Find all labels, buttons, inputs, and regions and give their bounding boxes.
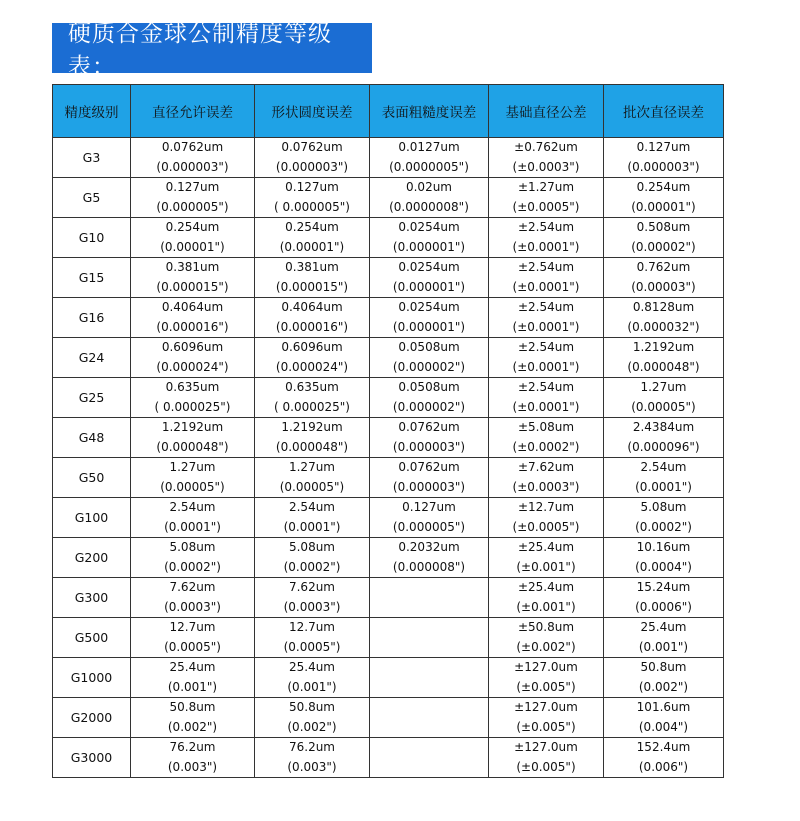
imperial-value: (±0.0003") <box>512 159 580 174</box>
imperial-value: (0.0002") <box>283 559 341 574</box>
roundness-error-cell <box>255 338 370 378</box>
metric-value: 1.2192um <box>632 340 695 354</box>
imperial-value: (±0.0003") <box>512 479 580 494</box>
metric-value: 0.254um <box>285 220 339 234</box>
roundness-error-cell <box>255 258 370 298</box>
table-row <box>53 658 724 698</box>
imperial-value: (0.003") <box>167 759 218 774</box>
grade-cell: G5 <box>53 178 131 218</box>
metric-value: ±127.0um <box>514 740 578 754</box>
metric-value: 0.6096um <box>161 340 224 354</box>
imperial-value: (0.00005") <box>160 479 225 494</box>
basic-diameter-tolerance-cell <box>489 738 604 778</box>
surface-roughness-cell <box>370 458 489 498</box>
diameter-tolerance-cell <box>131 298 255 338</box>
basic-diameter-tolerance-cell <box>489 178 604 218</box>
imperial-value: (0.0001") <box>635 479 692 494</box>
roundness-error-cell <box>255 578 370 618</box>
imperial-value: (±0.005") <box>516 719 576 734</box>
metric-value: 0.127um <box>285 180 339 194</box>
lot-diameter-variation-cell <box>604 218 724 258</box>
imperial-value: (0.000024") <box>156 359 229 374</box>
diameter-tolerance-cell <box>131 258 255 298</box>
imperial-value: (±0.0001") <box>512 359 580 374</box>
surface-roughness-cell <box>370 258 489 298</box>
lot-diameter-variation-cell <box>604 658 724 698</box>
roundness-error-cell <box>255 538 370 578</box>
diameter-tolerance-cell <box>131 378 255 418</box>
table-row <box>53 538 724 578</box>
roundness-error-cell <box>255 698 370 738</box>
table-row <box>53 698 724 738</box>
imperial-value: (0.0000008") <box>389 199 469 214</box>
metric-value: ±25.4um <box>517 540 575 554</box>
lot-diameter-variation-cell <box>604 538 724 578</box>
imperial-value: (0.000008") <box>392 559 466 574</box>
imperial-value: (0.0005") <box>283 639 341 654</box>
grade-cell: G3000 <box>53 738 131 778</box>
imperial-value: (0.00001") <box>160 239 225 254</box>
metric-value: 0.381um <box>285 260 339 274</box>
table-row <box>53 578 724 618</box>
metric-value: 50.8um <box>169 700 216 714</box>
imperial-value: (0.002") <box>167 719 218 734</box>
metric-value: 12.7um <box>288 620 335 634</box>
grade-cell: G500 <box>53 618 131 658</box>
imperial-value: (±0.002") <box>516 639 576 654</box>
metric-value: 2.54um <box>640 460 687 474</box>
metric-value: ±25.4um <box>517 580 575 594</box>
metric-value: 0.0254um <box>398 260 460 274</box>
imperial-value: (0.000003") <box>156 159 229 174</box>
metric-value: 2.4384um <box>632 420 695 434</box>
metric-value: 152.4um <box>636 740 691 754</box>
metric-value: 1.27um <box>640 380 687 394</box>
table-row <box>53 738 724 778</box>
metric-value: 1.2192um <box>281 420 343 434</box>
grade-cell: G24 <box>53 338 131 378</box>
surface-roughness-cell <box>370 578 489 618</box>
imperial-value: (±0.001") <box>516 599 576 614</box>
metric-value: 25.4um <box>169 660 216 674</box>
table-row <box>53 258 724 298</box>
imperial-value: (0.001") <box>167 679 218 694</box>
metric-value: 25.4um <box>640 620 687 634</box>
imperial-value: (0.000003") <box>392 479 466 494</box>
basic-diameter-tolerance-cell <box>489 458 604 498</box>
basic-diameter-tolerance-cell <box>489 138 604 178</box>
imperial-value: (0.0001") <box>164 519 221 534</box>
diameter-tolerance-cell <box>131 538 255 578</box>
imperial-value: (0.0004") <box>635 559 692 574</box>
metric-value: ±2.54um <box>517 300 575 314</box>
diameter-tolerance-cell <box>131 418 255 458</box>
metric-value: ±2.54um <box>517 380 575 394</box>
page-title: 硬质合金球公制精度等级表： <box>52 23 372 73</box>
diameter-tolerance-cell <box>131 138 255 178</box>
lot-diameter-variation-cell <box>604 578 724 618</box>
roundness-error-cell <box>255 458 370 498</box>
imperial-value: (0.000016") <box>156 319 229 334</box>
imperial-value: (0.001") <box>638 639 689 654</box>
lot-diameter-variation-cell <box>604 338 724 378</box>
metric-value: 0.0762um <box>398 420 460 434</box>
roundness-error-cell <box>255 498 370 538</box>
imperial-value: (0.006") <box>638 759 689 774</box>
imperial-value: (0.000001") <box>392 279 466 294</box>
roundness-error-cell <box>255 418 370 458</box>
surface-roughness-cell <box>370 498 489 538</box>
grade-cell: G1000 <box>53 658 131 698</box>
imperial-value: ( 0.000025") <box>154 399 231 414</box>
diameter-tolerance-cell <box>131 698 255 738</box>
table-row <box>53 458 724 498</box>
imperial-value: (0.00005") <box>279 479 345 494</box>
basic-diameter-tolerance-cell <box>489 498 604 538</box>
lot-diameter-variation-cell <box>604 618 724 658</box>
imperial-value: (0.00003") <box>631 279 696 294</box>
lot-diameter-variation-cell <box>604 258 724 298</box>
metric-value: 12.7um <box>169 620 216 634</box>
imperial-value: (±0.0005") <box>512 519 580 534</box>
imperial-value: (0.000015") <box>275 279 349 294</box>
imperial-value: (0.000048") <box>275 439 349 454</box>
imperial-value: (±0.0001") <box>512 319 580 334</box>
metric-value: 0.0127um <box>398 140 460 154</box>
diameter-tolerance-cell <box>131 458 255 498</box>
diameter-tolerance-cell <box>131 658 255 698</box>
diameter-tolerance-cell <box>131 178 255 218</box>
diameter-tolerance-cell <box>131 338 255 378</box>
imperial-value: (0.000048") <box>627 359 700 374</box>
diameter-tolerance-cell <box>131 218 255 258</box>
imperial-value: (±0.005") <box>516 759 576 774</box>
imperial-value: ( 0.000005") <box>274 199 350 214</box>
imperial-value: (0.000002") <box>392 399 466 414</box>
basic-diameter-tolerance-cell <box>489 338 604 378</box>
imperial-value: (0.002") <box>638 679 689 694</box>
metric-value: 50.8um <box>640 660 687 674</box>
imperial-value: (0.0002") <box>164 559 221 574</box>
imperial-value: (±0.0005") <box>512 199 580 214</box>
imperial-value: (0.00001") <box>279 239 345 254</box>
table-row <box>53 338 724 378</box>
metric-value: 76.2um <box>169 740 216 754</box>
imperial-value: (0.000001") <box>392 239 466 254</box>
metric-value: ±127.0um <box>514 660 578 674</box>
metric-value: ±2.54um <box>517 260 575 274</box>
metric-value: 7.62um <box>288 580 335 594</box>
imperial-value: (0.0000005") <box>389 159 469 174</box>
lot-diameter-variation-cell <box>604 698 724 738</box>
imperial-value: (0.000003") <box>275 159 349 174</box>
metric-value: ±1.27um <box>517 180 575 194</box>
metric-value: 0.4064um <box>161 300 224 314</box>
table-row <box>53 618 724 658</box>
header-roundness-error: 形状圆度误差 <box>255 85 370 138</box>
metric-value: ±12.7um <box>517 500 575 514</box>
roundness-error-cell <box>255 178 370 218</box>
metric-value: 101.6um <box>636 700 691 714</box>
imperial-value: (0.000002") <box>392 359 466 374</box>
imperial-value: (0.0005") <box>164 639 221 654</box>
metric-value: 0.8128um <box>632 300 695 314</box>
metric-value: 0.0508um <box>398 380 460 394</box>
imperial-value: (±0.0001") <box>512 279 580 294</box>
surface-roughness-cell <box>370 178 489 218</box>
imperial-value: (0.000005") <box>156 199 229 214</box>
metric-value: 0.254um <box>636 180 691 194</box>
table-row <box>53 418 724 458</box>
surface-roughness-cell <box>370 338 489 378</box>
diameter-tolerance-cell <box>131 618 255 658</box>
roundness-error-cell <box>255 738 370 778</box>
lot-diameter-variation-cell <box>604 458 724 498</box>
lot-diameter-variation-cell <box>604 738 724 778</box>
grade-cell: G16 <box>53 298 131 338</box>
grade-cell: G200 <box>53 538 131 578</box>
lot-diameter-variation-cell <box>604 418 724 458</box>
table-header-row <box>53 85 724 138</box>
imperial-value: (±0.0001") <box>512 239 580 254</box>
imperial-value: (0.001") <box>287 679 337 694</box>
metric-value: 0.0762um <box>398 460 460 474</box>
basic-diameter-tolerance-cell <box>489 538 604 578</box>
imperial-value: (0.0001") <box>283 519 341 534</box>
table-row <box>53 298 724 338</box>
metric-value: 0.0508um <box>398 340 460 354</box>
imperial-value: (0.000001") <box>392 319 466 334</box>
basic-diameter-tolerance-cell <box>489 698 604 738</box>
header-lot-diameter-variation: 批次直径误差 <box>604 85 724 138</box>
metric-value: 25.4um <box>288 660 335 674</box>
diameter-tolerance-cell <box>131 578 255 618</box>
metric-value: 0.508um <box>636 220 691 234</box>
metric-value: 0.127um <box>636 140 691 154</box>
grade-cell: G2000 <box>53 698 131 738</box>
imperial-value: (0.000096") <box>627 439 700 454</box>
imperial-value: (±0.0002") <box>512 439 580 454</box>
basic-diameter-tolerance-cell <box>489 378 604 418</box>
basic-diameter-tolerance-cell <box>489 418 604 458</box>
metric-value: 1.27um <box>288 460 335 474</box>
imperial-value: (0.000024") <box>275 359 349 374</box>
grade-cell: G25 <box>53 378 131 418</box>
roundness-error-cell <box>255 138 370 178</box>
imperial-value: (0.000048") <box>156 439 229 454</box>
imperial-value: (0.00001") <box>631 199 696 214</box>
metric-value: 0.762um <box>636 260 691 274</box>
metric-value: ±2.54um <box>517 220 575 234</box>
table-row <box>53 378 724 418</box>
metric-value: 1.27um <box>169 460 216 474</box>
metric-value: 0.127um <box>165 180 220 194</box>
metric-value: ±5.08um <box>517 420 575 434</box>
basic-diameter-tolerance-cell <box>489 618 604 658</box>
roundness-error-cell <box>255 298 370 338</box>
metric-value: 0.6096um <box>281 340 343 354</box>
lot-diameter-variation-cell <box>604 378 724 418</box>
lot-diameter-variation-cell <box>604 178 724 218</box>
basic-diameter-tolerance-cell <box>489 578 604 618</box>
metric-value: 5.08um <box>288 540 335 554</box>
imperial-value: (0.003") <box>287 759 337 774</box>
surface-roughness-cell <box>370 418 489 458</box>
surface-roughness-cell <box>370 138 489 178</box>
header-basic-diameter-tolerance: 基础直径公差 <box>489 85 604 138</box>
imperial-value: (±0.005") <box>516 679 576 694</box>
imperial-value: (0.000015") <box>156 279 229 294</box>
metric-value: 15.24um <box>636 580 691 594</box>
metric-value: 0.0762um <box>161 140 224 154</box>
table-row <box>53 218 724 258</box>
grade-cell: G10 <box>53 218 131 258</box>
imperial-value: (0.00002") <box>631 239 696 254</box>
grade-cell: G300 <box>53 578 131 618</box>
metric-value: 0.0762um <box>281 140 343 154</box>
grade-cell: G50 <box>53 458 131 498</box>
surface-roughness-cell <box>370 218 489 258</box>
header-surface-roughness: 表面粗糙度误差 <box>370 85 489 138</box>
metric-value: 5.08um <box>169 540 216 554</box>
metric-value: 50.8um <box>288 700 335 714</box>
table-row <box>53 138 724 178</box>
imperial-value: (0.0006") <box>635 599 692 614</box>
surface-roughness-cell <box>370 298 489 338</box>
roundness-error-cell <box>255 618 370 658</box>
table-row <box>53 498 724 538</box>
metric-value: 7.62um <box>169 580 216 594</box>
basic-diameter-tolerance-cell <box>489 298 604 338</box>
header-diameter-tolerance: 直径允许误差 <box>131 85 255 138</box>
metric-value: 0.0254um <box>398 300 460 314</box>
metric-value: ±50.8um <box>517 620 575 634</box>
surface-roughness-cell <box>370 538 489 578</box>
metric-value: ±0.762um <box>514 140 578 154</box>
roundness-error-cell <box>255 658 370 698</box>
imperial-value: (0.004") <box>638 719 689 734</box>
diameter-tolerance-cell <box>131 738 255 778</box>
metric-value: 0.127um <box>402 500 456 514</box>
diameter-tolerance-cell <box>131 498 255 538</box>
metric-value: ±7.62um <box>517 460 575 474</box>
metric-value: 2.54um <box>169 500 216 514</box>
precision-grade-table <box>52 84 724 778</box>
roundness-error-cell <box>255 378 370 418</box>
imperial-value: (±0.0001") <box>512 399 580 414</box>
imperial-value: (0.000003") <box>627 159 700 174</box>
basic-diameter-tolerance-cell <box>489 218 604 258</box>
surface-roughness-cell <box>370 618 489 658</box>
imperial-value: (±0.001") <box>516 559 576 574</box>
metric-value: ±127.0um <box>514 700 578 714</box>
grade-cell: G100 <box>53 498 131 538</box>
metric-value: 5.08um <box>640 500 687 514</box>
metric-value: 10.16um <box>636 540 691 554</box>
metric-value: ±2.54um <box>517 340 575 354</box>
surface-roughness-cell <box>370 698 489 738</box>
surface-roughness-cell <box>370 738 489 778</box>
metric-value: 0.2032um <box>398 540 460 554</box>
metric-value: 0.0254um <box>398 220 460 234</box>
imperial-value: (0.0002") <box>635 519 692 534</box>
imperial-value: (0.0003") <box>283 599 341 614</box>
imperial-value: (0.002") <box>287 719 337 734</box>
imperial-value: (0.000003") <box>392 439 466 454</box>
grade-cell: G15 <box>53 258 131 298</box>
grade-cell: G3 <box>53 138 131 178</box>
imperial-value: (0.0003") <box>164 599 221 614</box>
basic-diameter-tolerance-cell <box>489 258 604 298</box>
imperial-value: (0.000005") <box>392 519 466 534</box>
header-grade: 精度级别 <box>53 85 131 138</box>
lot-diameter-variation-cell <box>604 138 724 178</box>
metric-value: 0.254um <box>165 220 220 234</box>
imperial-value: (0.000032") <box>627 319 700 334</box>
lot-diameter-variation-cell <box>604 498 724 538</box>
basic-diameter-tolerance-cell <box>489 658 604 698</box>
roundness-error-cell <box>255 218 370 258</box>
metric-value: 2.54um <box>288 500 335 514</box>
metric-value: 1.2192um <box>161 420 224 434</box>
metric-value: 0.635um <box>285 380 339 394</box>
metric-value: 0.635um <box>165 380 220 394</box>
metric-value: 0.02um <box>405 180 452 194</box>
surface-roughness-cell <box>370 378 489 418</box>
lot-diameter-variation-cell <box>604 298 724 338</box>
grade-cell: G48 <box>53 418 131 458</box>
surface-roughness-cell <box>370 658 489 698</box>
imperial-value: (0.000016") <box>275 319 349 334</box>
table-row <box>53 178 724 218</box>
metric-value: 76.2um <box>288 740 335 754</box>
imperial-value: (0.00005") <box>631 399 696 414</box>
metric-value: 0.381um <box>165 260 220 274</box>
imperial-value: ( 0.000025") <box>274 399 350 414</box>
metric-value: 0.4064um <box>281 300 343 314</box>
